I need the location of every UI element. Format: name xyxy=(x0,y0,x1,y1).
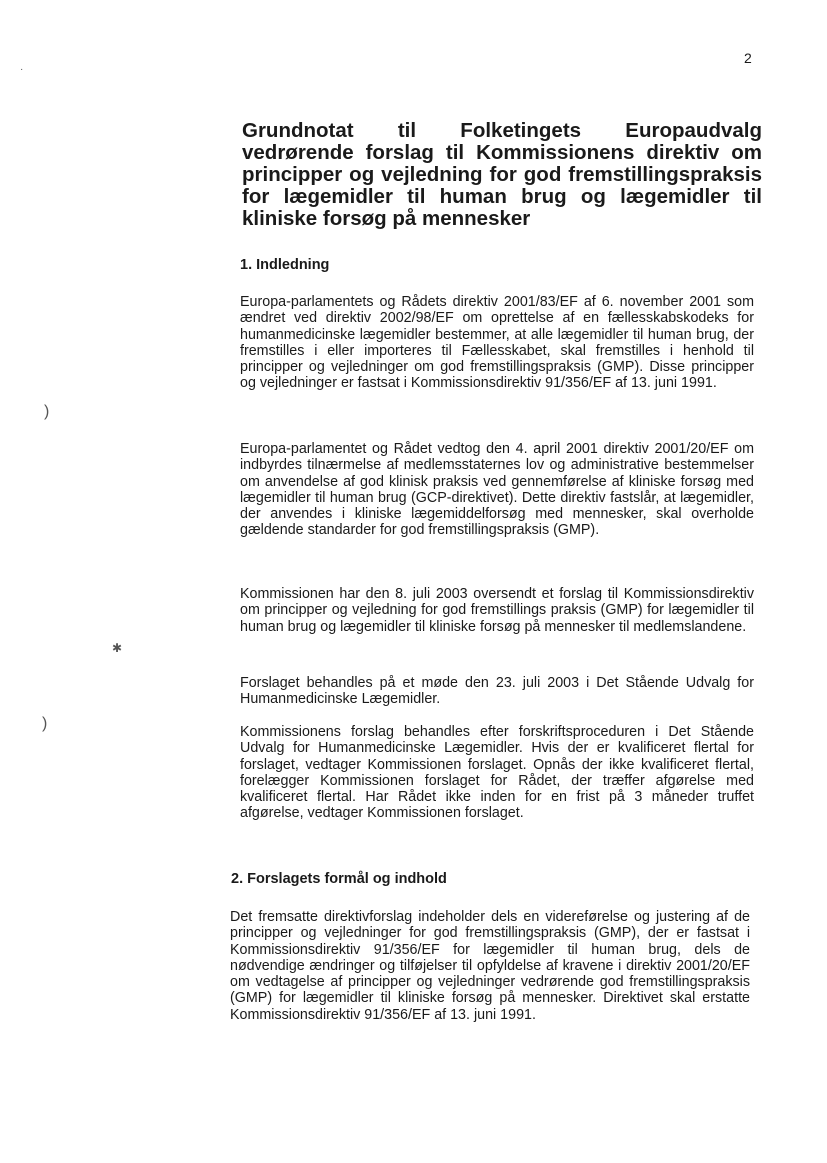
paragraph: Forslaget behandles på et møde den 23. juli 2003 i Det Stående Udvalg for Humanmedicinske Lægemidler. xyxy=(240,675,754,708)
scan-artifact-star: ✱ xyxy=(112,641,123,655)
paragraph: Europa-parlamentets og Rådets direktiv 2001/83/EF af 6. november 2001 som ændret ved direktiv 2002/98/EF om oprettelse af en fællesskabskodeks for humanmedicinske lægemidler bestemmer, at alle lægemidler til human brug, der fremstilles i eller importeres til Fællesskabet, skal fremstilles i henhold til principper og vejledninger om god fremstillingspraksis (GMP). Disse principper og vejledninger er fastsat i Kommissionsdirektiv 91/356/EF af 13. juni 1991. xyxy=(240,294,754,392)
paragraph: Det fremsatte direktivforslag indeholder dels en videreførelse og justering af de principper og vejledninger for god fremstillingspraksis (GMP), der er fastsat i Kommissionsdirektiv 91/356/EF for lægemidler til human brug, dels de nødvendige ændringer og tilføjelser til opfyldelse af kravene i direktiv 2001/20/EF om vedtagelse af principper og vejledninger vedrørende god fremstillingspraksis (GMP) for lægemidler til kliniske forsøg på mennesker. Direktivet skal erstatte Kommissionsdirektiv 91/356/EF af 13. juni 1991. xyxy=(230,909,750,1023)
scan-artifact-dot: · xyxy=(20,64,24,75)
scan-artifact-bracket: ) xyxy=(42,715,48,732)
section-heading: 2. Forslagets formål og indhold xyxy=(231,871,447,887)
document-title: Grundnotat til Folketingets Europaudvalg vedrørende forslag til Kommissionens direktiv om principper og vejledning for god fremstillingspraksis for lægemidler til human brug og lægemidler til kliniske forsøg på mennesker xyxy=(242,119,762,230)
paragraph: Kommissionens forslag behandles efter forskriftsproceduren i Det Stående Udvalg for Humanmedicinske Lægemidler. Hvis der er kvalificeret flertal for forslaget, vedtager Kommissionen forslaget. Opnås der ikke kvalificeret flertal, forelægger Kommissionen forslaget for Rådet, der træffer afgørelse med kvalificeret flertal. Har Rådet ikke inden for en frist på 3 måneder truffet afgørelse, vedtager Kommissionen forslaget. xyxy=(240,724,754,822)
scan-artifact-bracket: ) xyxy=(44,403,50,420)
section-heading: 1. Indledning xyxy=(240,257,330,273)
page-number: 2 xyxy=(744,50,752,66)
paragraph: Kommissionen har den 8. juli 2003 oversendt et forslag til Kommissionsdirektiv om principper og vejledning for god fremstillings praksis (GMP) for lægemidler til human brug og lægemidler til kliniske forsøg på mennesker til medlemslandene. xyxy=(240,586,754,635)
paragraph: Europa-parlamentet og Rådet vedtog den 4. april 2001 direktiv 2001/20/EF om indbyrdes tilnærmelse af medlemsstaternes lov og administrative bestemmelser om anvendelse af god klinisk praksis ved gennemførelse af kliniske forsøg med lægemidler til human brug (GCP-direktivet). Dette direktiv fastslår, at lægemidler, der anvendes i kliniske lægemiddelforsøg med mennesker, skal overholde gældende standarder for god fremstillingspraksis (GMP). xyxy=(240,441,754,539)
